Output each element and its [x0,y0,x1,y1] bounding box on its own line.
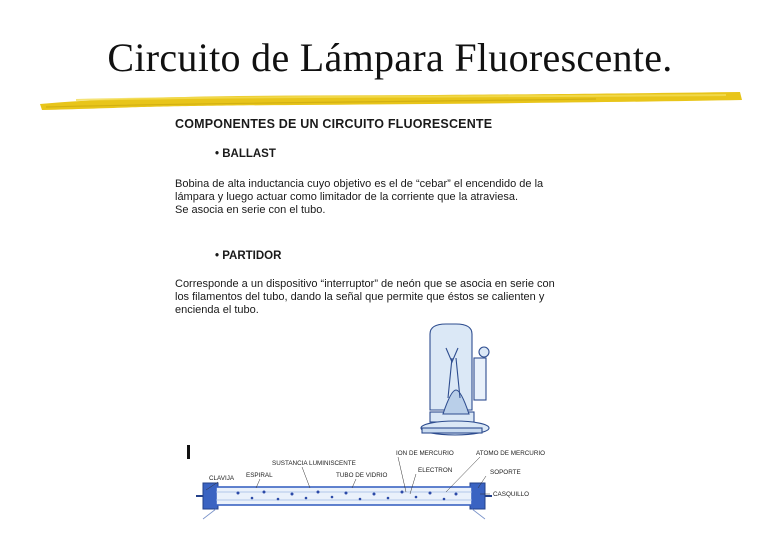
partidor-heading: • PARTIDOR [215,250,282,262]
label-atomo-mercurio: ATOMO DE MERCURIO [476,450,546,457]
partidor-line: encienda el tubo. [175,304,259,316]
partidor-line: Corresponde a un dispositivo “interruptor” de neón que se asocia en serie con [175,278,555,290]
partidor-line: los filamentos del tubo, dando la señal que permite que éstos se calienten y [175,291,545,303]
label-casquillo: CASQUILLO [493,491,530,498]
document-heading: COMPONENTES DE UN CIRCUITO FLUORESCENTE [175,117,493,131]
label-espiral: ESPIRAL [246,472,273,479]
label-sustancia-luminiscente: SUSTANCIA LUMINISCENTE [272,460,356,467]
label-tubo-vidrio: TUBO DE VIDRIO [336,472,388,479]
ballast-line: lámpara y luego actuar como limitador de la corriente que la atraviesa. [175,191,519,203]
slide-title: Circuito de Lámpara Fluorescente. [107,35,673,80]
label-electron: ELECTRON [418,467,453,474]
ballast-line: Bobina de alta inductancia cuyo objetivo es el de “cebar” el encendido de la [175,178,544,190]
scanned-document [160,112,605,540]
label-clavija: CLAVIJA [209,475,235,482]
ballast-heading: • BALLAST [215,148,276,160]
label-ion-mercurio: ION DE MERCURIO [396,450,454,457]
title-underline [36,86,746,112]
label-soporte: SOPORTE [490,469,521,476]
ballast-line: Se asocia en serie con el tubo. [175,204,326,216]
